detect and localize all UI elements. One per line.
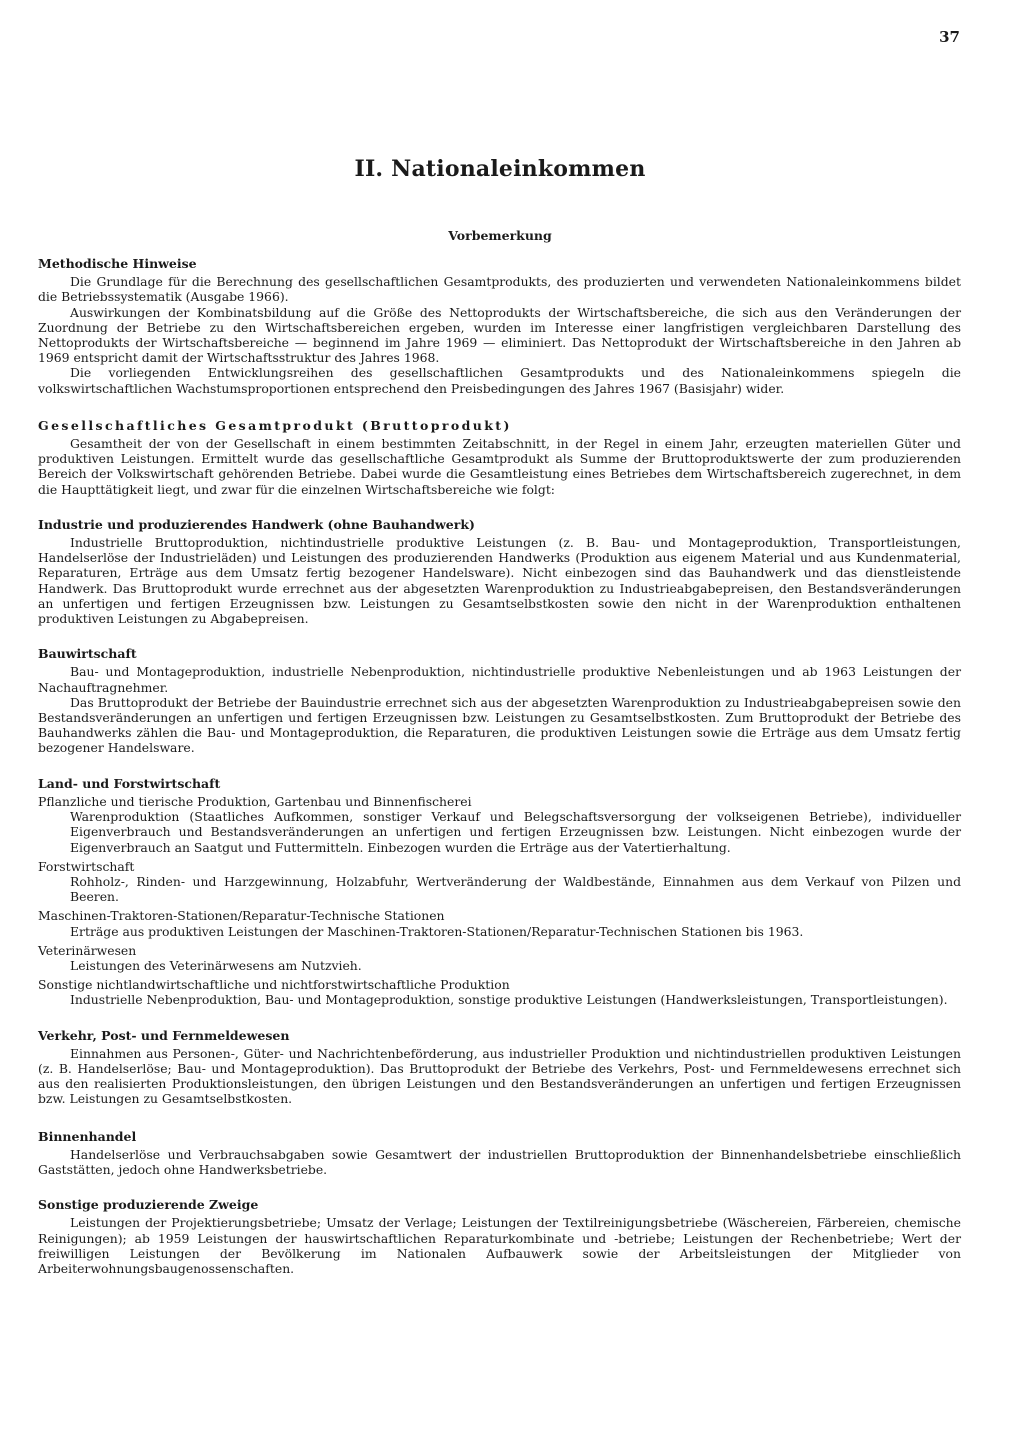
section-methodik: [38, 256, 961, 396]
paragraph: Leistungen der Projektierungsbetriebe; Umsatz der Verlage; Leistungen der Textilreinigungsbetriebe (Wäschereien, Färbereien, chemische Reinigungen); ab 1959 Leistungen der hauswirtschaftlichen Reparaturkombinate und -betriebe; Leistungen der Rechenbetriebe; Wert der freiwilligen Leistungen der Bevölkerung im Nationalen Aufbauwerk sowie der Arbeitsleistungen der Mitglieder von Arbeiterwohnungsbaugenossenschaften.: [38, 1215, 961, 1276]
section-heading: Verkehr, Post- und Fernmeldewesen: [38, 1027, 290, 1043]
paragraph: Erträge aus produktiven Leistungen der Maschinen-Traktoren-Stationen/Reparatur-Technischen Stationen bis 1963.: [70, 923, 804, 939]
subsection-heading: Maschinen-Traktoren-Stationen/Reparatur-Technische Stationen: [38, 908, 445, 924]
paragraph: Auswirkungen der Kombinatsbildung auf die Größe des Nettoprodukts der Wirtschaftsbereiche, die sich aus den Veränderungen der Zuordnung der Betriebe zu den Wirtschaftsbereichen ergeben, wurden im Interesse einer langfristigen vergleichbaren Darstellung des Nettoprodukts der Wirtschaftsbereiche — beginnend im Jahre 1969 — eliminiert. Das Nettoprodukt der Wirtschaftsbereiche in den Jahren ab 1969 entspricht damit der Wirtschaftsstruktur des Jahres 1968.: [38, 304, 961, 366]
paragraph: Industrielle Bruttoproduktion, nichtindustrielle produktive Leistungen (z. B. Bau- und Montageproduktion, Transportleistungen, Handelserlöse der Industrieläden) und Leistungen des produzierenden Handwerks (Produktion aus eigenem Material und aus Kundenmaterial, Reparaturen, Erträge aus dem Umsatz fertig bezogener Handelsware). Nicht einbezogen sind das Bauhandwerk und das dienstleistende Handwerk. Das Bruttoprodukt wurde errechnet aus der abgesetzten Warenproduktion zu Industrieabgabepreisen, den Bestandsveränderungen an unfertigen und fertigen Erzeugnissen bzw. Leistungen zu Gesamtselbstkosten sowie den nicht in der Warenproduktion enthaltenen produktiven Leistungen zu Abgabepreisen.: [38, 535, 961, 627]
subsection-heading: Pflanzliche und tierische Produktion, Gartenbau und Binnenfischerei: [38, 793, 472, 809]
section-heading: Bauwirtschaft: [38, 646, 137, 662]
chapter-title: II. Nationaleinkommen: [354, 156, 646, 182]
body-text: [38, 256, 961, 1290]
paragraph: Gesamtheit der von der Gesellschaft in einem bestimmten Zeitabschnitt, in der Regel in einem Jahr, erzeugten materiellen Güter und produktiven Leistungen. Ermittelt wurde das gesellschaftliche Gesamtprodukt als Summe der Bruttoproduktswerte der zum produzierenden Bereich der Volkswirtschaft gehörenden Betriebe. Dabei wurde die Gesamtleistung eines Betriebes dem Wirtschaftsbereich zugerechnet, in dem die Haupttätigkeit liegt, und zwar für die einzelnen Wirtschaftsbereiche wie folgt:: [38, 436, 961, 497]
section-industrie: [38, 517, 961, 626]
section-sonstige: [38, 1197, 961, 1276]
section-heading: Land- und Forstwirtschaft: [38, 775, 221, 791]
section-heading: Binnenhandel: [38, 1128, 137, 1144]
paragraph: Industrielle Nebenproduktion, Bau- und Montageproduktion, sonstige produktive Leistungen (Handwerksleistungen, Transportleistungen).: [70, 992, 948, 1008]
section-heading: Gesellschaftliches Gesamtprodukt (Bruttoprodukt): [38, 417, 512, 433]
section-land-forst: [38, 776, 961, 1008]
paragraph: Warenproduktion (Staatliches Aufkommen, sonstiger Verkauf und Belegschaftsversorgung der volkseigenen Betriebe), individueller Eigenverbrauch und Bestandsveränderungen an unfertigen und fertigen Erzeugnissen bzw. Leistungen. Nicht einbezogen wurde der Eigenverbrauch an Saatgut und Futtermitteln. Einbezogen wurden die Erträge aus der Vatertierhaltung.: [70, 809, 961, 855]
subsection-heading: Forstwirtschaft: [38, 858, 135, 874]
paragraph: Die Grundlage für die Berechnung des gesellschaftlichen Gesamtprodukts, des produzierten und verwendeten Nationaleinkommens bildet die Betriebssystematik (Ausgabe 1966).: [38, 274, 961, 305]
paragraph: Bau- und Montageproduktion, industrielle Nebenproduktion, nichtindustrielle produktive Nebenleistungen und ab 1963 Leistungen der Nachauftragnehmer.: [38, 664, 961, 695]
section-verkehr: [38, 1028, 961, 1107]
paragraph: Das Bruttoprodukt der Betriebe der Bauindustrie errechnet sich aus der abgesetzten Warenproduktion zu Industrieabgabepreisen sowie den Bestandsveränderungen an unfertigen und fertigen Erzeugnissen bzw. Leistungen zu Gesamtselbstkosten. Zum Bruttoprodukt der Betriebe des Bauhandwerks zählen die Bau- und Montageproduktion, die Reparaturen, die produktiven Leistungen sowie die Erträge aus dem Umsatz fertig bezogener Handelsware.: [38, 694, 961, 756]
paragraph: Leistungen des Veterinärwesens am Nutzvieh.: [70, 957, 362, 973]
paragraph: Die vorliegenden Entwicklungsreihen des gesellschaftlichen Gesamtprodukts und des Nationaleinkommens spiegeln die volkswirtschaftlichen Wachstumsproportionen entsprechend den Preisbedingungen des Jahres 1967 (Basisjahr) wider.: [38, 365, 961, 396]
section-heading: Industrie und produzierendes Handwerk (ohne Bauhandwerk): [38, 516, 475, 532]
section-heading: Methodische Hinweise: [38, 256, 197, 271]
page-number: 37: [939, 28, 960, 46]
paragraph: Rohholz-, Rinden- und Harzgewinnung, Holzabfuhr, Wertveränderung der Waldbestände, Einnahmen aus dem Verkauf von Pilzen und Beeren.: [70, 873, 961, 905]
paragraph: Einnahmen aus Personen-, Güter- und Nachrichtenbeförderung, aus industrieller Produktion und nichtindustriellen produktiven Leistungen (z. B. Handelserlöse; Bau- und Montageproduktion). Das Bruttoprodukt der Betriebe des Verkehrs, Post- und Fernmeldewesens errechnet sich aus den realisierten Produktionsleistungen, den übrigen Leistungen und den Bestandsveränderungen an unfertigen und fertigen Erzeugnissen bzw. Leistungen zu Gesamtselbstkosten.: [38, 1045, 961, 1107]
section-bauwirtschaft: [38, 646, 961, 755]
subsection-heading: Veterinärwesen: [38, 942, 137, 958]
paragraph: Handelserlöse und Verbrauchsabgaben sowie Gesamtwert der industriellen Bruttoproduktion der Binnenhandelsbetriebe einschließlich Gaststätten, jedoch ohne Handwerksbetriebe.: [38, 1146, 961, 1177]
section-binnenhandel: [38, 1129, 961, 1178]
subsection-heading: Sonstige nichtlandwirtschaftliche und nichtforstwirtschaftliche Produktion: [38, 977, 510, 993]
preface-heading: Vorbemerkung: [448, 228, 552, 243]
section-gesamtprodukt: [38, 418, 961, 497]
section-heading: Sonstige produzierende Zweige: [38, 1197, 259, 1213]
